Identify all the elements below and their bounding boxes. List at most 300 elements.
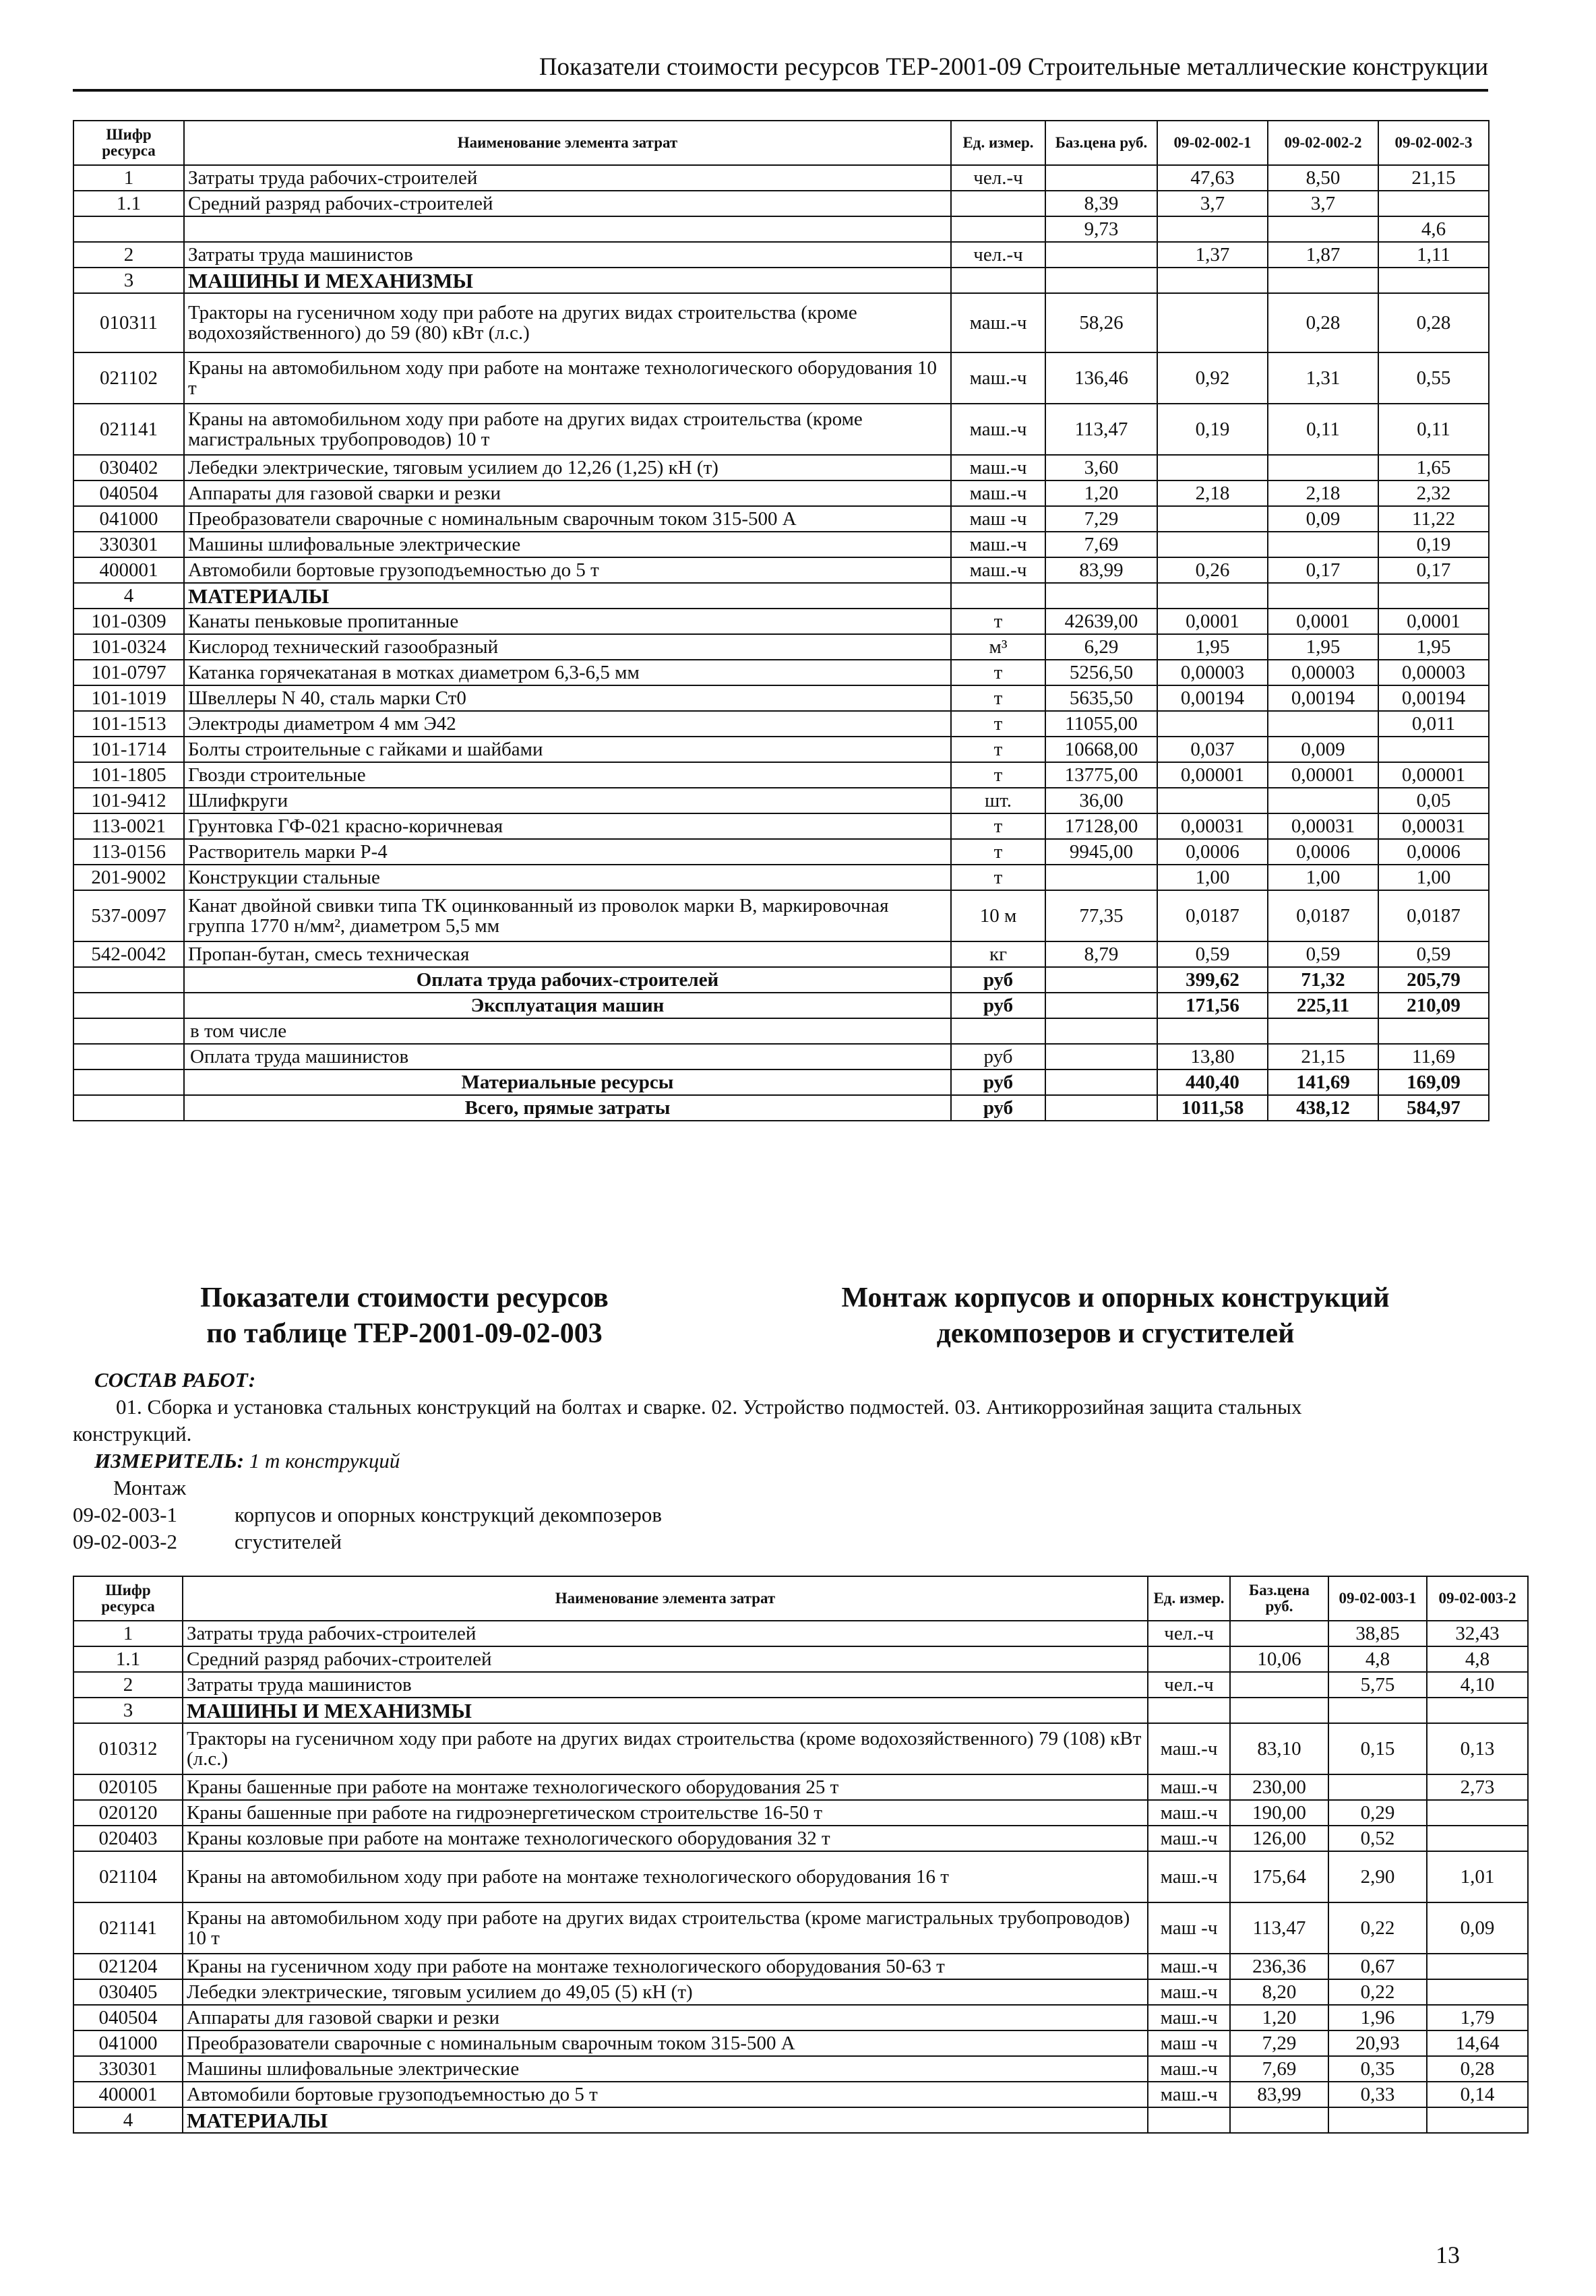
norm-value-2 bbox=[1268, 268, 1378, 293]
cost-element-name: Машины шлифовальные электрические bbox=[184, 532, 951, 557]
norm-value-1: 1,95 bbox=[1157, 634, 1268, 660]
unit: т bbox=[951, 813, 1045, 839]
table-row bbox=[73, 634, 1489, 660]
norm-value-3: 205,79 bbox=[1378, 967, 1489, 993]
norm-value-2: 0,0001 bbox=[1268, 609, 1378, 634]
norm-value-1: 0,00194 bbox=[1157, 685, 1268, 711]
base-price: 1,20 bbox=[1230, 2005, 1328, 2030]
table-row bbox=[73, 711, 1489, 737]
table-row bbox=[73, 165, 1489, 191]
table-row bbox=[73, 216, 1489, 242]
resource-code: 101-0797 bbox=[73, 660, 184, 685]
norm-value-1 bbox=[1157, 788, 1268, 813]
norm-value-2: 0,28 bbox=[1427, 2056, 1528, 2082]
cost-element-name: Краны на автомобильном ходу при работе на других видах строительства (кроме магистральных трубопроводов) 10 т bbox=[183, 1902, 1148, 1954]
norm-value-3: 1,65 bbox=[1378, 455, 1489, 480]
resource-cost-table-09-02-003 bbox=[73, 1576, 1529, 2134]
norm-value-3: 11,22 bbox=[1378, 506, 1489, 532]
unit bbox=[951, 268, 1045, 293]
norm-value-1: 47,63 bbox=[1157, 165, 1268, 191]
base-price: 8,79 bbox=[1045, 941, 1157, 967]
cost-element-name: Катанка горячекатаная в мотках диаметром 6,3-6,5 мм bbox=[184, 660, 951, 685]
col-header-base-price: Баз.цена руб. bbox=[1230, 1576, 1328, 1621]
unit: маш.-ч bbox=[1148, 2005, 1230, 2030]
cost-element-name: Затраты труда машинистов bbox=[183, 1672, 1148, 1698]
norm-value-1: 171,56 bbox=[1157, 993, 1268, 1018]
norm-value-2: 1,01 bbox=[1427, 1851, 1528, 1902]
cost-element-name: МАШИНЫ И МЕХАНИЗМЫ bbox=[184, 268, 951, 293]
resource-code: 101-0309 bbox=[73, 609, 184, 634]
norm-value-2 bbox=[1427, 1698, 1528, 1723]
table-row bbox=[73, 1954, 1528, 1979]
norm-value-2: 0,009 bbox=[1268, 737, 1378, 762]
table-row bbox=[73, 2082, 1528, 2107]
total-label: Эксплуатация машин bbox=[184, 993, 951, 1018]
table-row bbox=[73, 2005, 1528, 2030]
base-price: 3,60 bbox=[1045, 455, 1157, 480]
table-row bbox=[73, 1621, 1528, 1646]
norm-value-2: 0,00194 bbox=[1268, 685, 1378, 711]
unit: руб bbox=[951, 993, 1045, 1018]
base-price: 8,20 bbox=[1230, 1979, 1328, 2005]
cost-element-name: Средний разряд рабочих-строителей bbox=[183, 1646, 1148, 1672]
cost-element-name: Канаты пеньковые пропитанные bbox=[184, 609, 951, 634]
resource-code: 113-0156 bbox=[73, 839, 184, 865]
norm-value-2: 1,79 bbox=[1427, 2005, 1528, 2030]
empty-cell bbox=[73, 1095, 184, 1121]
resource-code: 030402 bbox=[73, 455, 184, 480]
unit bbox=[951, 583, 1045, 609]
empty-cell bbox=[1045, 1095, 1157, 1121]
norm-value-1: 5,75 bbox=[1328, 1672, 1427, 1698]
unit: чел.-ч bbox=[951, 165, 1045, 191]
total-label: Оплата труда рабочих-строителей bbox=[184, 967, 951, 993]
cost-element-name: Краны на автомобильном ходу при работе на других видах строительства (кроме магистральных трубопроводов) 10 т bbox=[184, 404, 951, 455]
cost-element-name: Растворитель марки Р-4 bbox=[184, 839, 951, 865]
cost-element-name: Тракторы на гусеничном ходу при работе на других видах строительства (кроме водохозяйственного) до 59 (80) кВт (л.с.) bbox=[184, 293, 951, 352]
norm-value-2: 225,11 bbox=[1268, 993, 1378, 1018]
cost-element-name: Затраты труда машинистов bbox=[184, 242, 951, 268]
table-row bbox=[73, 455, 1489, 480]
base-price: 7,29 bbox=[1230, 2030, 1328, 2056]
norm-value-1 bbox=[1157, 583, 1268, 609]
norm-value-2: 71,32 bbox=[1268, 967, 1378, 993]
norm-value-2: 1,95 bbox=[1268, 634, 1378, 660]
empty-cell bbox=[73, 993, 184, 1018]
base-price: 17128,00 bbox=[1045, 813, 1157, 839]
norm-value-1: 1,00 bbox=[1157, 865, 1268, 890]
resource-code bbox=[73, 216, 184, 242]
norm-item-1 bbox=[73, 1501, 662, 1528]
table-row bbox=[73, 1698, 1528, 1723]
table-row bbox=[73, 1979, 1528, 2005]
base-price bbox=[1045, 268, 1157, 293]
norm-value-3: 0,0187 bbox=[1378, 890, 1489, 941]
base-price: 5635,50 bbox=[1045, 685, 1157, 711]
table-row bbox=[73, 1826, 1528, 1851]
norm-value-3 bbox=[1378, 737, 1489, 762]
norm-value-3: 1,00 bbox=[1378, 865, 1489, 890]
base-price: 11055,00 bbox=[1045, 711, 1157, 737]
col-header-unit: Ед. измер. bbox=[1148, 1576, 1230, 1621]
norm-value-1: 2,18 bbox=[1157, 480, 1268, 506]
cost-element-name: Краны на автомобильном ходу при работе на монтаже технологического оборудования 10 т bbox=[184, 352, 951, 404]
norm-value-2: 0,17 bbox=[1268, 557, 1378, 583]
norm-value-1: 0,26 bbox=[1157, 557, 1268, 583]
norm-value-3: 0,11 bbox=[1378, 404, 1489, 455]
cost-element-name: Краны козловые при работе на монтаже технологического оборудования 32 т bbox=[183, 1826, 1148, 1851]
cost-element-name: Электроды диаметром 4 мм Э42 bbox=[184, 711, 951, 737]
resource-code: 010311 bbox=[73, 293, 184, 352]
norm-value-2 bbox=[1268, 532, 1378, 557]
unit: маш.-ч bbox=[951, 480, 1045, 506]
norm-value-2: 2,73 bbox=[1427, 1774, 1528, 1800]
norm-value-1: 0,59 bbox=[1157, 941, 1268, 967]
norm-value-3: 0,17 bbox=[1378, 557, 1489, 583]
resource-code: 1 bbox=[73, 1621, 183, 1646]
norm-value-2 bbox=[1427, 1800, 1528, 1826]
norm-value-1: 0,92 bbox=[1157, 352, 1268, 404]
unit: т bbox=[951, 609, 1045, 634]
cost-element-name: Тракторы на гусеничном ходу при работе на других видах строительства (кроме водохозяйственного) 79 (108) кВт (л.с.) bbox=[183, 1723, 1148, 1774]
norm-value-1: 0,19 bbox=[1157, 404, 1268, 455]
norm-value-2: 0,11 bbox=[1268, 404, 1378, 455]
norm-item-code: 09-02-003-1 bbox=[73, 1503, 177, 1526]
norm-value-1: 0,0006 bbox=[1157, 839, 1268, 865]
norm-value-3: 0,19 bbox=[1378, 532, 1489, 557]
base-price: 83,99 bbox=[1045, 557, 1157, 583]
base-price bbox=[1045, 165, 1157, 191]
col-header-unit: Ед. измер. bbox=[951, 121, 1045, 165]
cost-element-name: Шлифкруги bbox=[184, 788, 951, 813]
norm-item-2 bbox=[73, 1528, 342, 1555]
norm-value-1 bbox=[1157, 216, 1268, 242]
table-row bbox=[73, 352, 1489, 404]
norm-value-1: 0,0187 bbox=[1157, 890, 1268, 941]
base-price: 10,06 bbox=[1230, 1646, 1328, 1672]
totals-row bbox=[73, 1069, 1489, 1095]
table-row bbox=[73, 788, 1489, 813]
norm-value-1 bbox=[1157, 506, 1268, 532]
table-row bbox=[73, 506, 1489, 532]
norm-value-3: 210,09 bbox=[1378, 993, 1489, 1018]
table-row bbox=[73, 557, 1489, 583]
norm-value-2: 0,0006 bbox=[1268, 839, 1378, 865]
table-row bbox=[73, 813, 1489, 839]
cost-element-name: Конструкции стальные bbox=[184, 865, 951, 890]
norm-value-1: 0,00003 bbox=[1157, 660, 1268, 685]
unit: маш -ч bbox=[1148, 2030, 1230, 2056]
unit: т bbox=[951, 839, 1045, 865]
table-row bbox=[73, 2107, 1528, 2133]
base-price: 175,64 bbox=[1230, 1851, 1328, 1902]
table-row bbox=[73, 737, 1489, 762]
unit bbox=[1148, 1646, 1230, 1672]
resource-code: 3 bbox=[73, 268, 184, 293]
cost-element-name: Кислород технический газообразный bbox=[184, 634, 951, 660]
norm-item-code: 09-02-003-2 bbox=[73, 1530, 177, 1553]
resource-code: 041000 bbox=[73, 2030, 183, 2056]
work-composition-text-cont: конструкций. bbox=[73, 1422, 192, 1446]
base-price: 42639,00 bbox=[1045, 609, 1157, 634]
resource-code: 020120 bbox=[73, 1800, 183, 1826]
empty-cell bbox=[1045, 1044, 1157, 1069]
resource-code: 542-0042 bbox=[73, 941, 184, 967]
unit: т bbox=[951, 711, 1045, 737]
cost-element-name: Лебедки электрические, тяговым усилием до 12,26 (1,25) кН (т) bbox=[184, 455, 951, 480]
total-label: Материальные ресурсы bbox=[184, 1069, 951, 1095]
cost-element-name: Средний разряд рабочих-строителей bbox=[184, 191, 951, 216]
norm-value-1: 1011,58 bbox=[1157, 1095, 1268, 1121]
norm-value-1: 0,29 bbox=[1328, 1800, 1427, 1826]
norm-value-3: 0,28 bbox=[1378, 293, 1489, 352]
norm-value-2: 0,09 bbox=[1427, 1902, 1528, 1954]
resource-code: 040504 bbox=[73, 2005, 183, 2030]
norm-value-2 bbox=[1427, 1979, 1528, 2005]
unit: маш.-ч bbox=[951, 532, 1045, 557]
col-header-norm-2: 09-02-003-2 bbox=[1427, 1576, 1528, 1621]
unit: маш -ч bbox=[951, 506, 1045, 532]
norm-value-1: 0,67 bbox=[1328, 1954, 1427, 1979]
norm-value-3 bbox=[1378, 583, 1489, 609]
norm-value-3: 0,55 bbox=[1378, 352, 1489, 404]
unit: маш.-ч bbox=[1148, 1979, 1230, 2005]
norm-value-1: 2,90 bbox=[1328, 1851, 1427, 1902]
resource-code: 101-1513 bbox=[73, 711, 184, 737]
table-row bbox=[73, 685, 1489, 711]
empty-cell bbox=[73, 967, 184, 993]
norm-value-1: 20,93 bbox=[1328, 2030, 1427, 2056]
norm-value-1: 0,15 bbox=[1328, 1723, 1427, 1774]
norm-value-2 bbox=[1427, 1954, 1528, 1979]
unit: руб bbox=[951, 1069, 1045, 1095]
totals-row bbox=[73, 1095, 1489, 1121]
unit: маш.-ч bbox=[1148, 1800, 1230, 1826]
norm-value-3: 21,15 bbox=[1378, 165, 1489, 191]
table-row bbox=[73, 404, 1489, 455]
base-price: 113,47 bbox=[1230, 1902, 1328, 1954]
norm-value-1 bbox=[1157, 293, 1268, 352]
norm-value-1: 1,96 bbox=[1328, 2005, 1427, 2030]
unit: т bbox=[951, 660, 1045, 685]
resource-code: 113-0021 bbox=[73, 813, 184, 839]
norm-value-3: 2,32 bbox=[1378, 480, 1489, 506]
norm-item-text: корпусов и опорных конструкций декомпозеров bbox=[235, 1503, 663, 1526]
meter-line: ИЗМЕРИТЕЛЬ: 1 т конструкций bbox=[94, 1449, 400, 1472]
table-row bbox=[73, 1672, 1528, 1698]
unit: чел.-ч bbox=[1148, 1672, 1230, 1698]
resource-code: 1.1 bbox=[73, 1646, 183, 1672]
resource-code: 101-0324 bbox=[73, 634, 184, 660]
unit: 10 м bbox=[951, 890, 1045, 941]
base-price: 7,29 bbox=[1045, 506, 1157, 532]
norm-value-2: 8,50 bbox=[1268, 165, 1378, 191]
norm-value-3: 0,05 bbox=[1378, 788, 1489, 813]
cost-element-name: Болты строительные с гайками и шайбами bbox=[184, 737, 951, 762]
norm-value-2 bbox=[1427, 2107, 1528, 2133]
cost-element-name: МАШИНЫ И МЕХАНИЗМЫ bbox=[183, 1698, 1148, 1723]
unit: маш.-ч bbox=[1148, 1954, 1230, 1979]
unit bbox=[1148, 1698, 1230, 1723]
norm-value-1: 440,40 bbox=[1157, 1069, 1268, 1095]
base-price: 9945,00 bbox=[1045, 839, 1157, 865]
table-row bbox=[73, 1774, 1528, 1800]
table-row bbox=[73, 941, 1489, 967]
resource-code: 101-1714 bbox=[73, 737, 184, 762]
table-row bbox=[73, 609, 1489, 634]
empty-cell bbox=[1045, 993, 1157, 1018]
mount-label: Монтаж bbox=[113, 1476, 186, 1499]
norm-value-1 bbox=[1157, 711, 1268, 737]
norm-value-1 bbox=[1157, 1018, 1268, 1044]
norm-value-1 bbox=[1157, 268, 1268, 293]
resource-code: 040504 bbox=[73, 480, 184, 506]
base-price bbox=[1230, 1672, 1328, 1698]
resource-code: 330301 bbox=[73, 2056, 183, 2082]
resource-code: 2 bbox=[73, 242, 184, 268]
resource-code: 021204 bbox=[73, 1954, 183, 1979]
norm-value-2 bbox=[1427, 1826, 1528, 1851]
base-price: 236,36 bbox=[1230, 1954, 1328, 1979]
page-number: 13 bbox=[1436, 2241, 1460, 2268]
cost-element-name bbox=[184, 216, 951, 242]
norm-value-1: 0,037 bbox=[1157, 737, 1268, 762]
base-price: 77,35 bbox=[1045, 890, 1157, 941]
unit: руб bbox=[951, 967, 1045, 993]
norm-value-1: 1,37 bbox=[1157, 242, 1268, 268]
unit: маш.-ч bbox=[1148, 1826, 1230, 1851]
table-row bbox=[73, 583, 1489, 609]
resource-code: 1 bbox=[73, 165, 184, 191]
table-row bbox=[73, 480, 1489, 506]
norm-value-1 bbox=[1157, 532, 1268, 557]
resource-code: 3 bbox=[73, 1698, 183, 1723]
total-label: в том числе bbox=[184, 1018, 951, 1044]
col-header-code: Шифр ресурса bbox=[73, 1576, 183, 1621]
base-price: 7,69 bbox=[1045, 532, 1157, 557]
resource-cost-table-09-02-002 bbox=[73, 120, 1490, 1121]
norm-value-2: 1,31 bbox=[1268, 352, 1378, 404]
unit: маш.-ч bbox=[1148, 2056, 1230, 2082]
total-label: Всего, прямые затраты bbox=[184, 1095, 951, 1121]
base-price: 83,99 bbox=[1230, 2082, 1328, 2107]
totals-row bbox=[73, 993, 1489, 1018]
norm-value-3: 584,97 bbox=[1378, 1095, 1489, 1121]
norm-value-2: 2,18 bbox=[1268, 480, 1378, 506]
norm-value-2: 1,00 bbox=[1268, 865, 1378, 890]
norm-value-3: 0,00194 bbox=[1378, 685, 1489, 711]
title-left-line2: по таблице ТЕР-2001-09-02-003 bbox=[206, 1317, 603, 1349]
cost-element-name: Машины шлифовальные электрические bbox=[183, 2056, 1148, 2082]
resource-code: 020105 bbox=[73, 1774, 183, 1800]
unit: т bbox=[951, 737, 1045, 762]
cost-element-name: Затраты труда рабочих-строителей bbox=[183, 1621, 1148, 1646]
norm-value-2: 0,59 bbox=[1268, 941, 1378, 967]
base-price: 83,10 bbox=[1230, 1723, 1328, 1774]
norm-value-3 bbox=[1378, 1018, 1489, 1044]
base-price bbox=[1045, 865, 1157, 890]
table-row bbox=[73, 532, 1489, 557]
cost-element-name: Канат двойной свивки типа ТК оцинкованный из проволок марки В, маркировочная группа 1770 н/мм², диаметром 5,5 мм bbox=[184, 890, 951, 941]
section-title-right bbox=[795, 1280, 1436, 1351]
cost-element-name: Автомобили бортовые грузоподъемностью до 5 т bbox=[183, 2082, 1148, 2107]
col-header-name: Наименование элемента затрат bbox=[184, 121, 951, 165]
unit: маш.-ч bbox=[951, 293, 1045, 352]
norm-value-2: 0,09 bbox=[1268, 506, 1378, 532]
base-price: 113,47 bbox=[1045, 404, 1157, 455]
unit: т bbox=[951, 685, 1045, 711]
unit: чел.-ч bbox=[951, 242, 1045, 268]
unit: чел.-ч bbox=[1148, 1621, 1230, 1646]
norm-value-1: 38,85 bbox=[1328, 1621, 1427, 1646]
unit bbox=[951, 1018, 1045, 1044]
norm-value-2 bbox=[1268, 216, 1378, 242]
resource-code: 400001 bbox=[73, 2082, 183, 2107]
norm-value-3: 1,11 bbox=[1378, 242, 1489, 268]
norm-value-2: 21,15 bbox=[1268, 1044, 1378, 1069]
base-price bbox=[1045, 583, 1157, 609]
norm-value-2: 0,28 bbox=[1268, 293, 1378, 352]
resource-code: 101-1019 bbox=[73, 685, 184, 711]
unit: маш.-ч bbox=[1148, 1774, 1230, 1800]
table-row bbox=[73, 762, 1489, 788]
resource-code: 021141 bbox=[73, 1902, 183, 1954]
base-price bbox=[1230, 2107, 1328, 2133]
norm-value-1: 399,62 bbox=[1157, 967, 1268, 993]
table-row bbox=[73, 660, 1489, 685]
norm-value-3: 1,95 bbox=[1378, 634, 1489, 660]
cost-element-name: Пропан-бутан, смесь техническая bbox=[184, 941, 951, 967]
norm-value-1: 4,8 bbox=[1328, 1646, 1427, 1672]
work-composition-text: 01. Сборка и установка стальных конструкций на болтах и сварке. 02. Устройство подмостей. 03. Антикоррозийная защита стальных bbox=[116, 1395, 1302, 1419]
resource-code: 201-9002 bbox=[73, 865, 184, 890]
title-right-line1: Монтаж корпусов и опорных конструкций bbox=[841, 1282, 1390, 1313]
table-row bbox=[73, 1723, 1528, 1774]
norm-value-3: 0,00001 bbox=[1378, 762, 1489, 788]
norm-value-2 bbox=[1268, 711, 1378, 737]
cost-element-name: Швеллеры N 40, сталь марки Ст0 bbox=[184, 685, 951, 711]
base-price bbox=[1230, 1621, 1328, 1646]
resource-code: 330301 bbox=[73, 532, 184, 557]
resource-code: 400001 bbox=[73, 557, 184, 583]
resource-code: 030405 bbox=[73, 1979, 183, 2005]
unit bbox=[951, 191, 1045, 216]
cost-element-name: Аппараты для газовой сварки и резки bbox=[183, 2005, 1148, 2030]
norm-value-1: 0,35 bbox=[1328, 2056, 1427, 2082]
norm-value-1 bbox=[1328, 1774, 1427, 1800]
norm-value-2: 3,7 bbox=[1268, 191, 1378, 216]
unit bbox=[1148, 2107, 1230, 2133]
empty-cell bbox=[73, 1044, 184, 1069]
base-price: 136,46 bbox=[1045, 352, 1157, 404]
norm-value-3: 0,0001 bbox=[1378, 609, 1489, 634]
norm-value-3 bbox=[1378, 191, 1489, 216]
work-composition-label: СОСТАВ РАБОТ: bbox=[94, 1368, 256, 1392]
cost-element-name: Краны на гусеничном ходу при работе на монтаже технологического оборудования 50-63 т bbox=[183, 1954, 1148, 1979]
base-price: 5256,50 bbox=[1045, 660, 1157, 685]
table-row bbox=[73, 1851, 1528, 1902]
unit: м³ bbox=[951, 634, 1045, 660]
norm-value-3: 169,09 bbox=[1378, 1069, 1489, 1095]
resource-code: 1.1 bbox=[73, 191, 184, 216]
norm-value-1: 13,80 bbox=[1157, 1044, 1268, 1069]
unit bbox=[951, 216, 1045, 242]
norm-value-2: 0,00003 bbox=[1268, 660, 1378, 685]
norm-value-1: 0,52 bbox=[1328, 1826, 1427, 1851]
norm-value-3: 11,69 bbox=[1378, 1044, 1489, 1069]
resource-code: 101-1805 bbox=[73, 762, 184, 788]
cost-element-name: Лебедки электрические, тяговым усилием до 49,05 (5) кН (т) bbox=[183, 1979, 1148, 2005]
